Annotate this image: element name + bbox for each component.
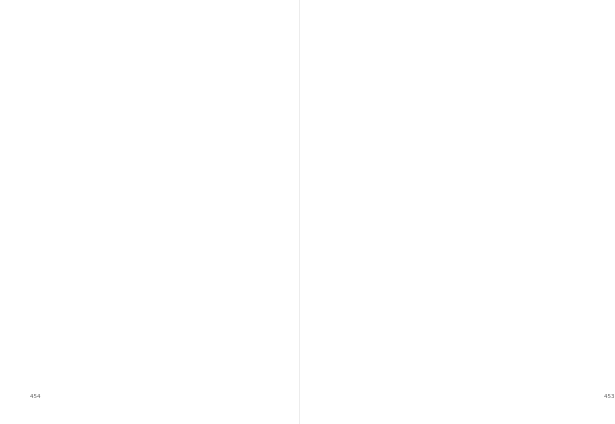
text-line xyxy=(38,243,262,250)
text-line xyxy=(340,236,564,243)
text-line xyxy=(38,58,262,65)
text-line xyxy=(340,295,564,302)
text-line xyxy=(340,162,564,169)
left-page-number: 454 xyxy=(30,394,41,400)
text-line xyxy=(38,176,262,183)
text-line xyxy=(38,51,262,58)
text-line xyxy=(38,73,262,80)
right-page-number: 453 xyxy=(604,394,615,400)
text-line xyxy=(38,117,262,124)
text-line xyxy=(340,169,564,176)
text-line xyxy=(38,95,262,102)
text-line xyxy=(38,258,262,265)
text-line xyxy=(38,317,262,324)
text-line xyxy=(340,103,564,110)
text-line xyxy=(340,213,564,220)
text-line xyxy=(340,191,564,198)
text-line xyxy=(38,221,262,228)
text-line xyxy=(340,139,564,146)
text-line xyxy=(340,147,564,154)
text-line xyxy=(38,280,262,287)
text-line xyxy=(340,332,564,339)
text-line xyxy=(340,339,564,346)
text-line xyxy=(38,295,262,302)
right-page xyxy=(300,0,615,424)
text-line xyxy=(340,58,564,65)
text-line xyxy=(340,287,564,294)
text-line xyxy=(38,103,262,110)
text-line xyxy=(38,199,262,206)
text-line xyxy=(340,117,564,124)
text-line xyxy=(38,139,262,146)
text-line xyxy=(340,317,564,324)
text-line xyxy=(38,88,262,95)
text-line xyxy=(38,43,262,50)
text-line xyxy=(38,147,262,154)
text-line xyxy=(38,169,262,176)
text-line xyxy=(340,250,564,257)
text-line xyxy=(340,88,564,95)
text-line xyxy=(38,287,262,294)
text-line xyxy=(38,206,262,213)
text-line xyxy=(340,369,564,376)
text-line xyxy=(340,125,564,132)
text-line xyxy=(340,43,564,50)
text-line xyxy=(340,206,564,213)
text-line xyxy=(38,273,262,280)
text-line xyxy=(38,228,262,235)
text-line xyxy=(340,80,564,87)
text-line xyxy=(340,66,564,73)
text-line xyxy=(38,236,262,243)
text-line xyxy=(340,309,564,316)
text-line xyxy=(38,354,262,361)
text-line xyxy=(38,250,262,257)
text-line xyxy=(38,184,262,191)
text-line xyxy=(38,324,262,331)
right-page-text xyxy=(340,36,564,386)
text-line xyxy=(340,199,564,206)
text-line xyxy=(38,80,262,87)
text-line xyxy=(38,369,262,376)
text-line xyxy=(38,125,262,132)
left-page xyxy=(0,0,300,424)
text-line xyxy=(340,221,564,228)
text-line xyxy=(340,184,564,191)
text-line xyxy=(38,265,262,272)
text-line xyxy=(340,273,564,280)
text-line xyxy=(38,346,262,353)
text-line xyxy=(340,110,564,117)
text-line xyxy=(38,361,262,368)
text-line xyxy=(38,154,262,161)
text-line xyxy=(340,132,564,139)
text-line xyxy=(340,302,564,309)
text-line xyxy=(340,265,564,272)
text-line xyxy=(340,258,564,265)
text-line xyxy=(340,324,564,331)
text-line xyxy=(38,191,262,198)
text-line xyxy=(340,354,564,361)
text-line xyxy=(340,51,564,58)
left-page-text xyxy=(38,36,262,386)
text-line xyxy=(38,302,262,309)
text-line xyxy=(340,36,564,43)
text-line xyxy=(340,361,564,368)
text-line xyxy=(340,176,564,183)
text-line xyxy=(340,280,564,287)
text-line xyxy=(38,110,262,117)
text-line xyxy=(38,132,262,139)
text-line xyxy=(38,36,262,43)
text-line xyxy=(38,332,262,339)
text-line xyxy=(340,346,564,353)
text-line xyxy=(340,95,564,102)
text-line xyxy=(38,162,262,169)
text-line xyxy=(38,339,262,346)
text-line xyxy=(38,66,262,73)
text-line xyxy=(38,213,262,220)
text-line xyxy=(38,309,262,316)
text-line xyxy=(340,154,564,161)
text-line xyxy=(340,243,564,250)
text-line xyxy=(340,228,564,235)
text-line xyxy=(340,73,564,80)
